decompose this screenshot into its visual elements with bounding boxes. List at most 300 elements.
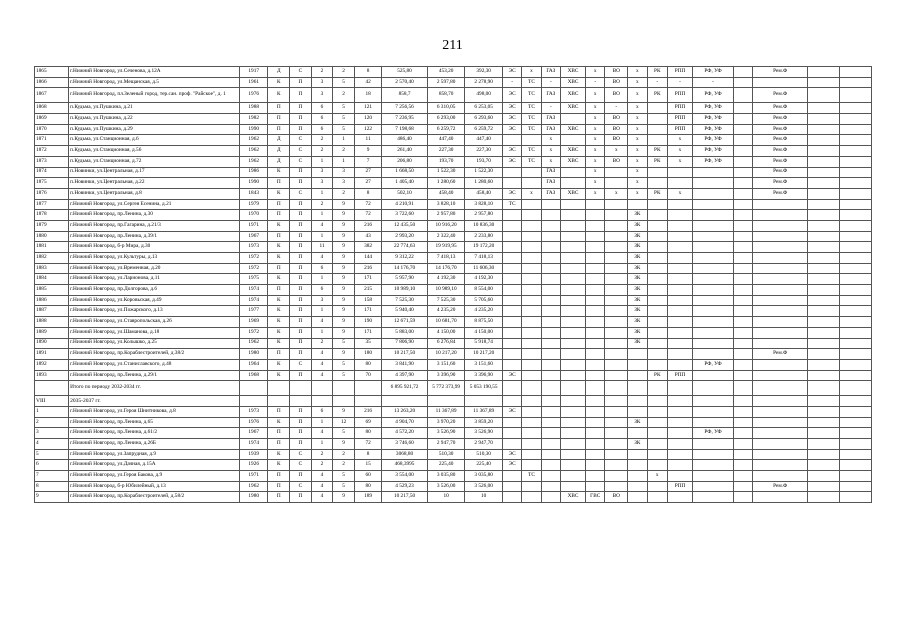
table-cell: х — [605, 188, 628, 199]
table-cell: 5 — [333, 124, 355, 135]
table-cell — [734, 428, 753, 439]
table-cell: 9 — [333, 295, 355, 306]
table-cell — [647, 327, 667, 338]
table-cell: 4 — [311, 359, 333, 370]
table-cell — [808, 67, 840, 78]
table-cell: 1980 — [239, 492, 267, 503]
table-cell: 2 — [311, 199, 333, 210]
table-cell — [734, 406, 753, 417]
table-cell: 5 883,00 — [382, 327, 428, 338]
table-cell — [839, 146, 871, 157]
table-cell — [586, 263, 605, 274]
table-cell: П — [268, 124, 290, 135]
table-cell — [605, 359, 628, 370]
table-cell: К — [268, 417, 290, 428]
table-cell: ЭС — [502, 103, 521, 114]
table-cell — [734, 124, 753, 135]
table-cell: 2 — [311, 338, 333, 349]
address-cell: г.Нижний Новгород, пр.Ленина, д.30 — [69, 210, 240, 221]
table-cell — [808, 460, 840, 471]
table-cell: 11 367,89 — [427, 406, 465, 417]
table-cell — [561, 370, 586, 381]
table-cell: РФ, УФ — [693, 135, 734, 146]
table-cell — [734, 338, 753, 349]
table-cell: 9 — [333, 231, 355, 242]
section-number: VIII — [35, 396, 69, 407]
table-cell — [647, 231, 667, 242]
table-cell: П — [268, 231, 290, 242]
table-cell: РК — [647, 188, 667, 199]
table-cell — [693, 417, 734, 428]
table-cell — [753, 199, 808, 210]
table-cell: ЭС — [502, 156, 521, 167]
table-cell: ТС — [522, 114, 541, 125]
table-row — [35, 220, 872, 231]
table-cell: РПП — [667, 67, 692, 78]
address-cell: п.Кудьма, ул.Пушкина, д.21 — [69, 103, 240, 114]
table-cell: 7 236,95 — [382, 114, 428, 125]
table-cell: Рем.Ф — [753, 88, 808, 103]
table-cell — [753, 263, 808, 274]
table-cell: 1926 — [239, 460, 267, 471]
table-cell: х — [628, 167, 647, 178]
table-cell — [839, 199, 871, 210]
table-cell: 4 — [311, 370, 333, 381]
table-cell — [734, 439, 753, 450]
table-cell — [561, 178, 586, 189]
row-number: 1875 — [35, 178, 69, 189]
address-cell: г.Нижний Новгород, б-р Мира, д.30 — [69, 242, 240, 253]
table-cell: 4 572,20 — [382, 428, 428, 439]
table-cell: 486,40 — [382, 135, 428, 146]
table-cell: х — [605, 146, 628, 157]
table-cell — [839, 220, 871, 231]
table-cell: 10 — [465, 492, 503, 503]
table-cell: 6 — [311, 263, 333, 274]
row-number: 7 — [35, 471, 69, 482]
table-cell: 6 — [311, 285, 333, 296]
table-cell — [693, 285, 734, 296]
table-cell — [541, 253, 560, 264]
table-cell — [808, 188, 840, 199]
table-cell: 1967 — [239, 428, 267, 439]
address-cell: г.Нижний Новгород, ул.Сергея Есенина, д.21 — [69, 199, 240, 210]
table-cell: 1 522,30 — [465, 167, 503, 178]
table-cell — [522, 263, 541, 274]
table-cell — [586, 295, 605, 306]
table-cell — [522, 199, 541, 210]
table-cell — [693, 317, 734, 328]
table-cell: 6 — [311, 114, 333, 125]
table-cell: ТС — [522, 156, 541, 167]
table-cell: 10 681,70 — [427, 317, 465, 328]
table-cell — [522, 253, 541, 264]
section-label: 2035-2037 гг. — [69, 396, 240, 407]
table-cell: 5 — [333, 471, 355, 482]
table-cell: 72 — [354, 210, 381, 221]
table-cell — [693, 167, 734, 178]
table-cell: РК — [647, 370, 667, 381]
table-cell: х — [628, 124, 647, 135]
address-cell: п.Кудьма, ул.Станционная, д.56 — [69, 146, 240, 157]
table-cell: 9 — [333, 439, 355, 450]
table-cell — [522, 242, 541, 253]
table-cell — [734, 135, 753, 146]
table-cell — [628, 460, 647, 471]
table-cell — [808, 135, 840, 146]
subtotal-block — [35, 381, 872, 407]
table-cell: ВО — [605, 135, 628, 146]
table-cell — [628, 370, 647, 381]
table-cell: 80 — [354, 481, 381, 492]
table-cell — [693, 231, 734, 242]
table-cell: 3 — [311, 167, 333, 178]
table-cell — [839, 210, 871, 221]
table-cell — [522, 428, 541, 439]
table-cell: 1 — [311, 156, 333, 167]
table-cell — [628, 349, 647, 360]
table-row — [35, 327, 872, 338]
row-number: 8 — [35, 481, 69, 492]
table-cell: Д — [268, 135, 290, 146]
table-cell: РФ, УФ — [693, 156, 734, 167]
table-cell — [667, 263, 692, 274]
table-cell — [586, 285, 605, 296]
table-cell: К — [268, 460, 290, 471]
row-number: 5 — [35, 449, 69, 460]
table-cell: ТС — [522, 88, 541, 103]
table-cell: 502,10 — [382, 188, 428, 199]
table-cell: П — [268, 471, 290, 482]
table-cell — [753, 220, 808, 231]
address-cell: г.Нижний Новгород, пр.Долгорова, д.6 — [69, 285, 240, 296]
table-cell — [734, 146, 753, 157]
table-cell: П — [290, 317, 312, 328]
table-cell — [839, 114, 871, 125]
table-cell — [561, 199, 586, 210]
table-cell: 3 151,60 — [427, 359, 465, 370]
row-number: 1866 — [35, 77, 69, 88]
table-cell: 1 — [311, 327, 333, 338]
table-cell: 11 606,30 — [465, 263, 503, 274]
table-cell: П — [268, 103, 290, 114]
table-cell — [753, 460, 808, 471]
table-cell: х — [628, 103, 647, 114]
table-cell — [628, 492, 647, 503]
table-cell: 10 217,50 — [382, 349, 428, 360]
table-cell: 1 — [311, 306, 333, 317]
table-cell — [586, 471, 605, 482]
table-cell: 468,3995 — [382, 460, 428, 471]
table-row — [35, 199, 872, 210]
table-cell: РПП — [667, 114, 692, 125]
address-cell: г.Нижний Новгород, ул.Героя Шнитникова, д.8 — [69, 406, 240, 417]
table-cell: 3 — [311, 88, 333, 103]
table-cell — [561, 449, 586, 460]
row-number: 1882 — [35, 253, 69, 264]
table-cell: х — [586, 103, 605, 114]
table-cell — [522, 406, 541, 417]
table-cell: 1972 — [239, 327, 267, 338]
table-cell — [541, 199, 560, 210]
table-cell — [839, 67, 871, 78]
table-cell: 2 — [311, 449, 333, 460]
address-cell: г.Нижний Новгород, ул.Пожарского, д.13 — [69, 306, 240, 317]
table-cell: 7 256,56 — [382, 103, 428, 114]
table-cell — [808, 439, 840, 450]
table-cell: 11 367,89 — [465, 406, 503, 417]
table-cell: П — [290, 242, 312, 253]
table-cell — [502, 263, 521, 274]
table-cell: С — [290, 156, 312, 167]
table-cell — [502, 481, 521, 492]
table-cell — [647, 317, 667, 328]
table-cell — [693, 253, 734, 264]
table-cell — [561, 242, 586, 253]
table-cell: П — [290, 167, 312, 178]
table-cell — [693, 242, 734, 253]
table-cell: 4 150,00 — [465, 327, 503, 338]
table-cell: 1 — [333, 156, 355, 167]
table-cell: 4 192,30 — [427, 274, 465, 285]
table-cell — [522, 295, 541, 306]
table-cell — [839, 295, 871, 306]
address-cell: п.Кудьма, ул.Станционная, д.72 — [69, 156, 240, 167]
table-cell: ЭС — [502, 146, 521, 157]
address-cell: г.Нижний Новгород, пр.Ленина, д.61/2 — [69, 428, 240, 439]
table-cell: К — [268, 370, 290, 381]
table-cell — [647, 210, 667, 221]
table-cell — [541, 439, 560, 450]
row-number: 1880 — [35, 231, 69, 242]
table-cell: 1988 — [239, 103, 267, 114]
table-cell: 122 — [354, 124, 381, 135]
table-cell: Рем.Ф — [753, 188, 808, 199]
table-cell: ЭС — [502, 406, 521, 417]
table-cell — [734, 449, 753, 460]
table-cell — [693, 439, 734, 450]
table-cell: 6 — [311, 124, 333, 135]
table-cell — [808, 77, 840, 88]
table-cell: П — [290, 439, 312, 450]
table-cell: 35 — [354, 338, 381, 349]
table-cell — [734, 167, 753, 178]
table-cell: К — [268, 306, 290, 317]
table-cell — [667, 417, 692, 428]
table-cell: 4 — [311, 492, 333, 503]
table-row — [35, 263, 872, 274]
table-cell: х — [586, 114, 605, 125]
table-cell: РФ, УФ — [693, 359, 734, 370]
table-cell: 2 — [333, 188, 355, 199]
table-cell — [502, 349, 521, 360]
table-cell — [541, 492, 560, 503]
table-cell — [541, 231, 560, 242]
table-cell — [605, 210, 628, 221]
table-row — [35, 135, 872, 146]
table-cell: 1 — [311, 231, 333, 242]
table-cell — [839, 263, 871, 274]
table-cell — [667, 285, 692, 296]
table-cell — [628, 359, 647, 370]
table-cell — [502, 167, 521, 178]
table-cell — [734, 370, 753, 381]
table-cell — [605, 242, 628, 253]
table-cell: х — [667, 135, 692, 146]
table-cell: 2 233,80 — [465, 231, 503, 242]
table-cell — [522, 317, 541, 328]
table-cell: 1962 — [239, 481, 267, 492]
table-cell: К — [268, 317, 290, 328]
table-cell — [839, 135, 871, 146]
table-cell — [647, 492, 667, 503]
table-cell: 1 280,60 — [465, 178, 503, 189]
row-number: 1870 — [35, 124, 69, 135]
table-cell — [522, 370, 541, 381]
table-cell — [693, 406, 734, 417]
table-cell: П — [290, 406, 312, 417]
table-cell — [561, 210, 586, 221]
table-cell: 10 836,30 — [465, 220, 503, 231]
table-cell — [647, 338, 667, 349]
table-cell: 18 — [354, 88, 381, 103]
address-cell: г.Нижний Новгород, ул.Запрудная, д.9 — [69, 449, 240, 460]
table-cell: 498,00 — [465, 88, 503, 103]
address-cell: г.Нижний Новгород, пр.Кораблестроителей, д.58/2 — [69, 492, 240, 503]
table-cell: 8 — [354, 67, 381, 78]
table-cell — [541, 370, 560, 381]
table-cell: 6 — [311, 406, 333, 417]
table-cell: - — [502, 77, 521, 88]
table-cell — [753, 338, 808, 349]
table-cell — [502, 359, 521, 370]
housing-register-table — [34, 66, 872, 503]
table-cell — [647, 135, 667, 146]
table-cell: - — [647, 77, 667, 88]
table-cell — [605, 263, 628, 274]
table-cell: 5 — [333, 481, 355, 492]
table-cell — [605, 231, 628, 242]
table-cell — [667, 242, 692, 253]
table-cell — [753, 417, 808, 428]
table-cell: Рем.Ф — [753, 135, 808, 146]
table-cell — [561, 428, 586, 439]
table-cell — [647, 263, 667, 274]
table-cell: 458,40 — [427, 188, 465, 199]
table-cell: 120 — [354, 114, 381, 125]
table-cell — [541, 481, 560, 492]
table-cell: С — [290, 449, 312, 460]
table-cell — [667, 274, 692, 285]
table-cell: х — [522, 188, 541, 199]
table-cell: 10 989,10 — [427, 285, 465, 296]
table-cell — [502, 317, 521, 328]
table-cell: 1 522,30 — [427, 167, 465, 178]
table-cell: - — [541, 103, 560, 114]
table-cell — [734, 349, 753, 360]
table-cell: 6 253,05 — [465, 103, 503, 114]
table-cell — [502, 231, 521, 242]
table-cell — [586, 359, 605, 370]
table-cell: 1 280,60 — [427, 178, 465, 189]
row-number: 1 — [35, 406, 69, 417]
table-row — [35, 449, 872, 460]
table-cell — [753, 306, 808, 317]
table-cell: х — [628, 88, 647, 103]
table-cell: 4 — [311, 220, 333, 231]
table-cell — [667, 199, 692, 210]
table-cell — [693, 460, 734, 471]
table-cell: х — [586, 156, 605, 167]
table-cell: Рем.Ф — [753, 156, 808, 167]
table-cell: 2 — [311, 146, 333, 157]
table-cell: 12 435,50 — [382, 220, 428, 231]
table-cell: - — [586, 77, 605, 88]
table-cell: ЗК — [628, 417, 647, 428]
table-cell: х — [647, 471, 667, 482]
table-cell: 5 — [333, 103, 355, 114]
table-cell: П — [268, 481, 290, 492]
table-cell: х — [628, 188, 647, 199]
table-cell: 12 — [333, 417, 355, 428]
table-row — [35, 242, 872, 253]
table-cell: ЗК — [628, 263, 647, 274]
table-cell: П — [290, 231, 312, 242]
table-cell: 1974 — [239, 295, 267, 306]
table-cell — [808, 471, 840, 482]
table-cell: РПП — [667, 103, 692, 114]
table-cell — [561, 417, 586, 428]
table-cell: 7 806,90 — [382, 338, 428, 349]
table-cell: 1 — [311, 188, 333, 199]
table-cell — [839, 274, 871, 285]
table-cell: 2 278,90 — [465, 77, 503, 88]
table-cell: 7 525,30 — [382, 295, 428, 306]
table-row — [35, 124, 872, 135]
table-cell — [693, 295, 734, 306]
address-cell: п.Новинки, ул.Центральная, д.17 — [69, 167, 240, 178]
table-cell: 9 — [333, 406, 355, 417]
table-row — [35, 417, 872, 428]
table-cell: 9 — [333, 242, 355, 253]
table-cell — [667, 492, 692, 503]
table-cell — [647, 220, 667, 231]
table-cell — [734, 88, 753, 103]
table-cell: 4 192,30 — [465, 274, 503, 285]
table-cell — [734, 417, 753, 428]
table-cell: 10 217,20 — [427, 349, 465, 360]
table-cell — [586, 460, 605, 471]
table-cell: 7 198,68 — [382, 124, 428, 135]
row-number: 3 — [35, 428, 69, 439]
address-cell: г.Нижний Новгород, ул.Ставропольская, д.26 — [69, 317, 240, 328]
table-cell — [667, 359, 692, 370]
row-number: 1887 — [35, 306, 69, 317]
table-cell — [561, 285, 586, 296]
table-cell: 3 970,20 — [427, 417, 465, 428]
table-cell: К — [268, 274, 290, 285]
table-cell: К — [268, 167, 290, 178]
table-cell: 171 — [354, 274, 381, 285]
table-cell: К — [268, 188, 290, 199]
table-cell — [502, 471, 521, 482]
table-cell: ЭС — [502, 124, 521, 135]
table-cell: РПП — [667, 481, 692, 492]
table-cell — [561, 231, 586, 242]
table-row — [35, 188, 872, 199]
table-cell — [808, 199, 840, 210]
table-cell — [522, 338, 541, 349]
